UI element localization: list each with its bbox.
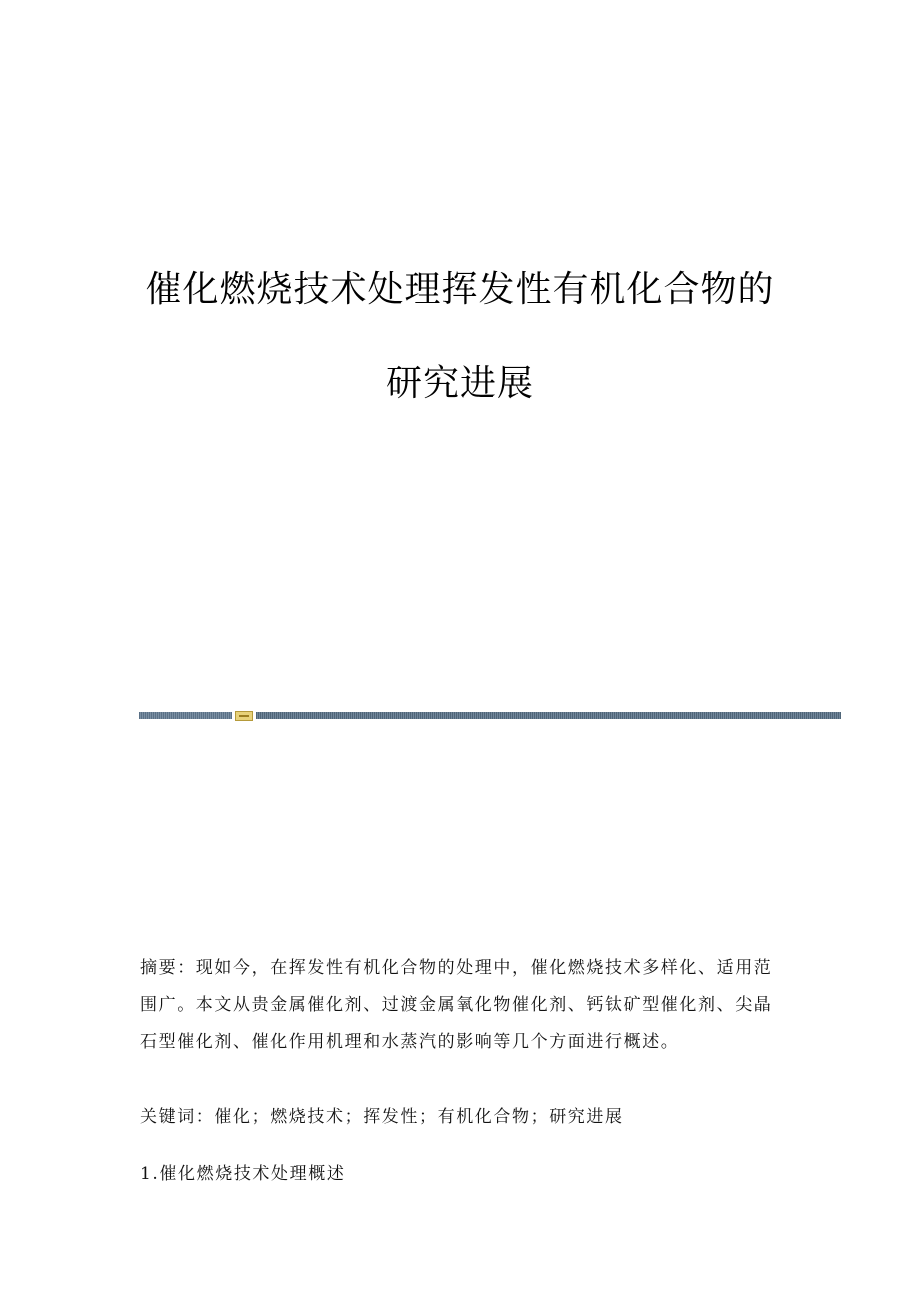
keywords-line: 关键词：催化；燃烧技术；挥发性；有机化合物；研究进展: [140, 1107, 624, 1127]
divider-right-bar: [256, 712, 841, 719]
document-title-line-2: 研究进展: [385, 363, 534, 404]
divider-left-bar: [139, 712, 232, 719]
document-title-line-1: 催化燃烧技术处理挥发性有机化合物的: [145, 269, 775, 310]
section-1-heading: 1.催化燃烧技术处理概述: [140, 1164, 346, 1184]
abstract-paragraph: 摘要：现如今，在挥发性有机化合物的处理中，催化燃烧技术多样化、适用范围广。本文从贵金属催化剂、过渡金属氧化物催化剂、钙钛矿型催化剂、尖晶石型催化剂、催化作用机理和水蒸汽的影响等几个方面进行概述。: [140, 958, 773, 1052]
divider-ornament-icon: [235, 711, 253, 721]
title-divider: [139, 711, 841, 721]
